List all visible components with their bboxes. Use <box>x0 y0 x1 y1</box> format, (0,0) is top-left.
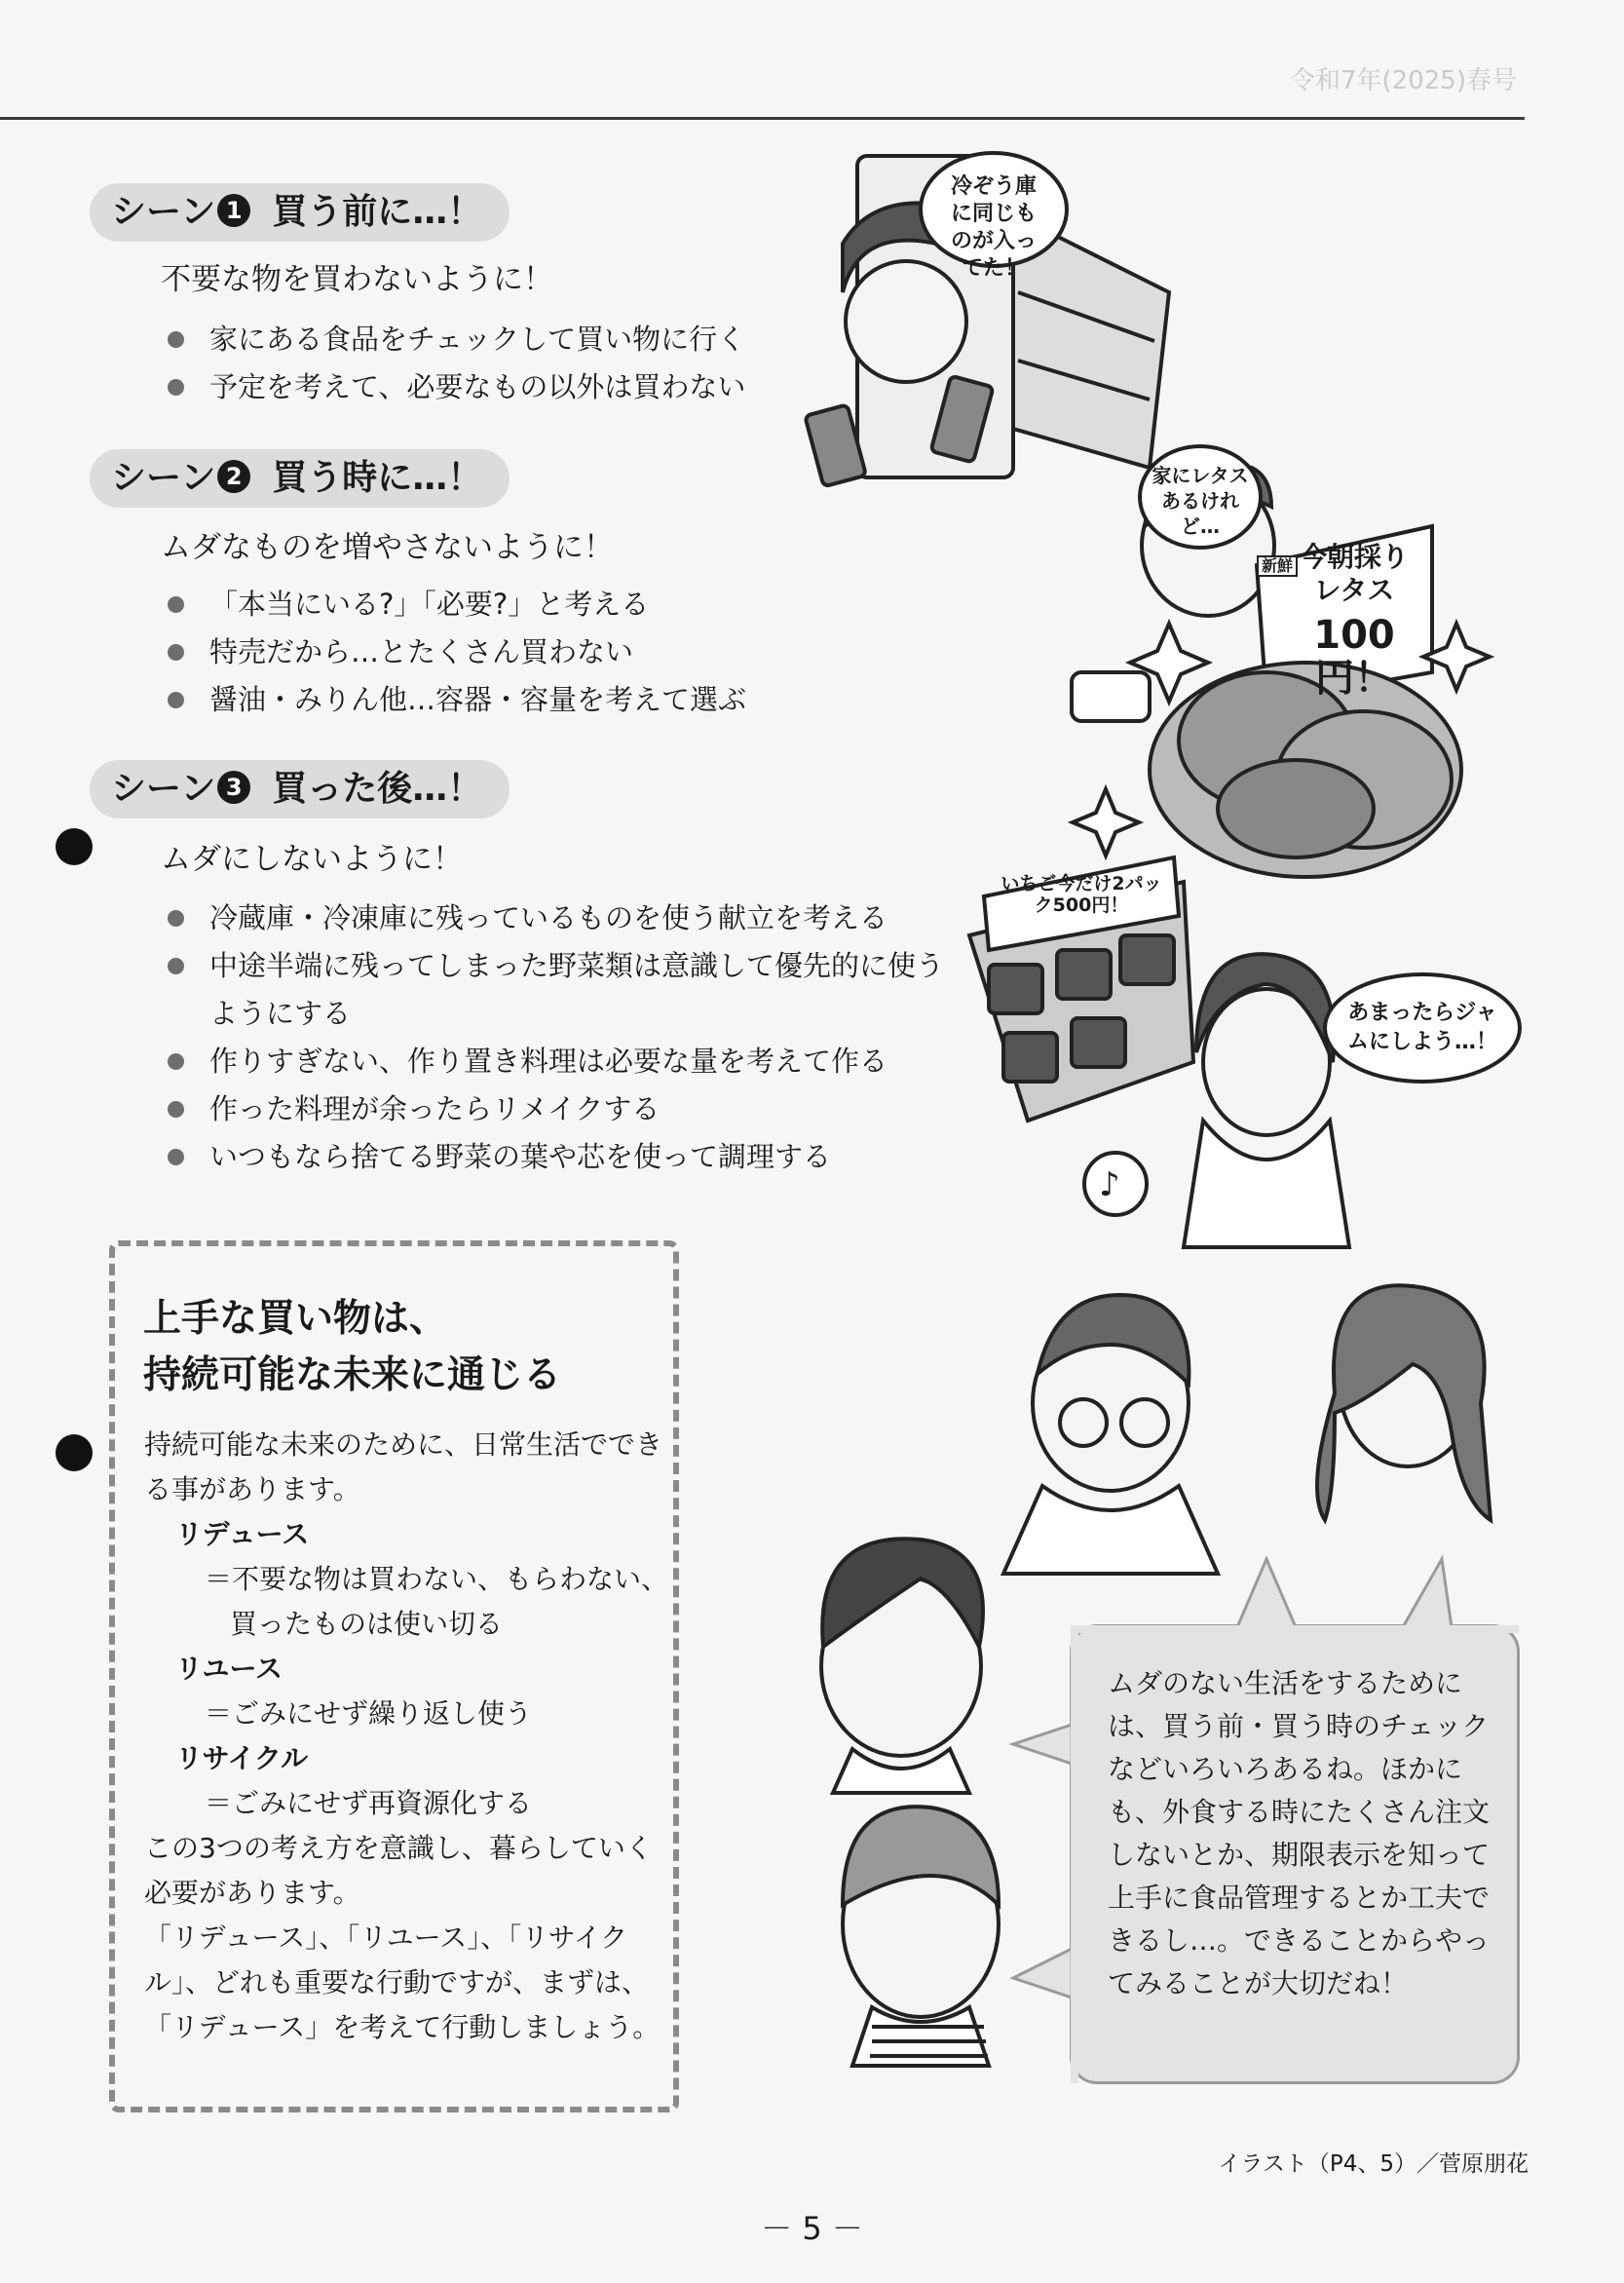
scene-3-number: 3 <box>217 771 250 804</box>
list-item: 冷蔵庫・冷凍庫に残っているものを使う献立を考える <box>166 894 969 942</box>
scene-1-subtitle: 不要な物を買わないように！ <box>161 262 553 297</box>
list-item: 中途半端に残ってしまった野菜類は意識して優先的に使うようにする <box>166 942 969 1038</box>
list-item: 作りすぎない、作り置き料理は必要な量を考えて作る <box>166 1038 969 1085</box>
info-box-intro: 持続可能な未来のために、日常生活でできる事があります。 <box>144 1428 663 1505</box>
reduce-def-2: 買ったものは使い切る <box>230 1608 504 1640</box>
reduce-term: リデュース <box>175 1518 310 1550</box>
info-box-outro-2: 「リデュース」、「リユース」、「リサイクル」、どれも重要な行動ですが、まずは、「リデュース」を考えて行動しましょう。 <box>144 1922 661 2043</box>
recycle-def: ＝ごみにせず再資源化する <box>205 1787 533 1819</box>
reuse-term: リユース <box>175 1653 283 1685</box>
scene-2-number: 2 <box>217 460 250 493</box>
info-box-outro-1: この3つの考え方を意識し、暮らしていく必要があります。 <box>144 1832 653 1909</box>
list-item: 作った料理が余ったらリメイクする <box>166 1085 969 1133</box>
lettuce-sign-price: 100円！ <box>1313 613 1395 701</box>
speech-bubble-text: ムダのない生活をするためには、買う前・買う時のチェックなどいろいろあるね。ほかにも、外食する時にたくさん注文しないとか、期限表示を知って上手に食品管理するとか工夫できるし…。できることからやってみることが大切だね！ <box>1108 1667 1491 1999</box>
list-item: 家にある食品をチェックして買い物に行く <box>166 316 745 363</box>
jam-callout-text: あまったらジャムにしよう…！ <box>1346 1001 1497 1054</box>
scene-3-heading: 買った後…！ <box>272 769 483 809</box>
scene-2-label: シーン <box>111 458 216 498</box>
recycle-term: リサイクル <box>175 1742 309 1774</box>
page-number: － 5 － <box>761 2210 863 2247</box>
list-item: 予定を考えて、必要なもの以外は買わない <box>166 363 745 411</box>
lettuce-sign-title: 今朝採りレタス <box>1299 541 1409 606</box>
fridge-callout-text: 冷ぞう庫に同じものが入ってた！ <box>950 174 1037 281</box>
scene-1-label: シーン <box>111 192 216 232</box>
scene-2-subtitle: ムダなものを増やさないように！ <box>161 530 614 565</box>
svg-text:♪: ♪ <box>1099 1165 1120 1204</box>
lettuce-thought-text: 家にレタスあるけれど… <box>1152 464 1249 538</box>
info-box-title-line1: 上手な買い物は、 <box>143 1297 448 1341</box>
header-ghost-text: 令和7年(2025)春号 <box>1290 66 1517 95</box>
info-box-title-line2: 持続可能な未来に通じる <box>143 1353 562 1397</box>
list-item: 特売だから…とたくさん買わない <box>166 628 746 676</box>
reduce-def-1: ＝不要な物は買わない、もらわない、 <box>205 1563 669 1595</box>
scene-1-number: 1 <box>217 194 250 227</box>
scene-3-label: シーン <box>111 769 216 809</box>
lettuce-sign-badge: 新鮮 <box>1257 555 1298 577</box>
reuse-def: ＝ごみにせず繰り返し使う <box>205 1697 533 1730</box>
scene-3-subtitle: ムダにしないように！ <box>161 842 463 877</box>
illustration-credit: イラスト（P4、5）／菅原朋花 <box>1218 2151 1529 2177</box>
list-item: いつもなら捨てる野菜の葉や芯を使って調理する <box>166 1133 969 1181</box>
list-item: 「本当にいる?」「必要?」と考える <box>166 581 746 628</box>
scene-1-heading: 買う前に…！ <box>272 192 483 232</box>
scene-2-heading: 買う時に…！ <box>272 458 483 498</box>
strawberry-sign-text: いちご今だけ2パック500円！ <box>1001 873 1162 916</box>
list-item: 醤油・みりん他…容器・容量を考えて選ぶ <box>166 676 746 724</box>
